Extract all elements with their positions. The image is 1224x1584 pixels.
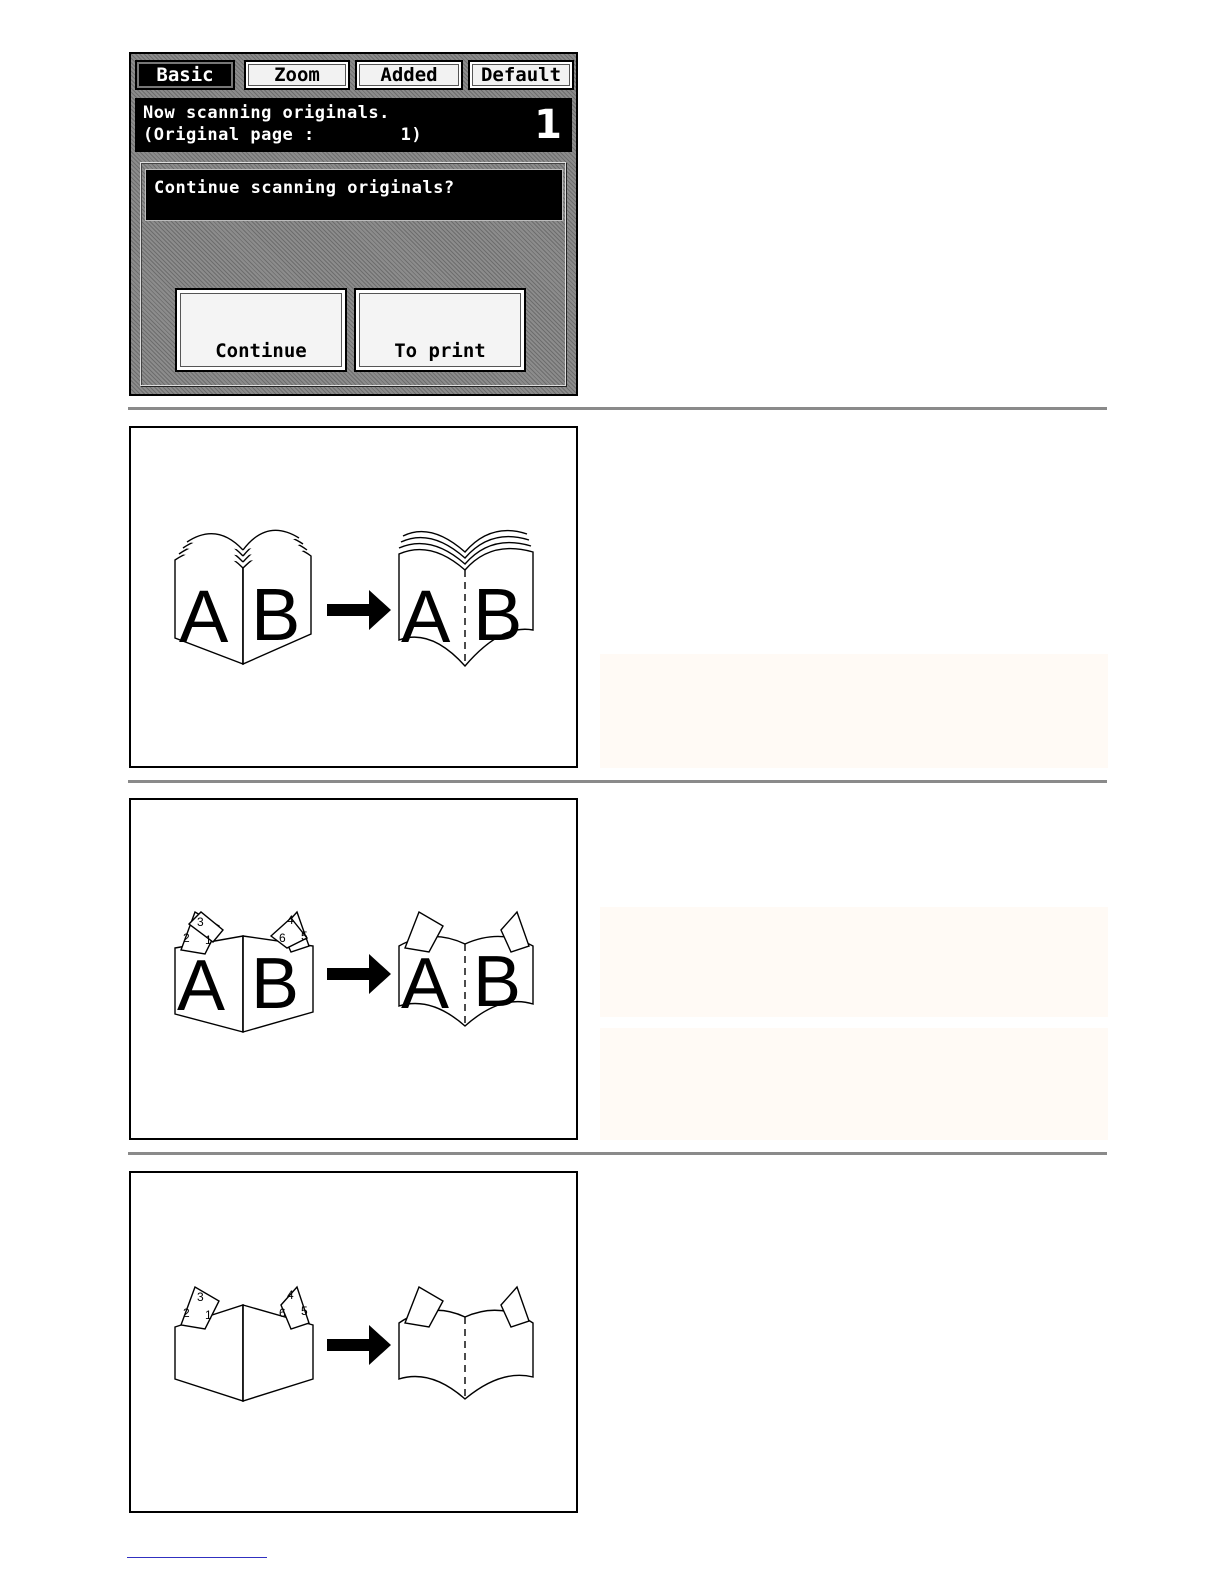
section-divider: [128, 780, 1107, 783]
book-after-letter-b: B: [473, 573, 523, 656]
page-number-3: 3: [197, 1290, 204, 1304]
to-print-button[interactable]: To print: [354, 288, 526, 372]
arrow-icon: [327, 954, 391, 994]
page-number-4: 4: [287, 1288, 294, 1302]
tab-basic[interactable]: Basic: [135, 60, 235, 90]
section-divider: [128, 407, 1107, 410]
book-after-letter-a: A: [401, 575, 451, 658]
booklet-letter-a: A: [177, 946, 226, 1026]
figure-booklet-erase: [129, 798, 578, 1140]
arrow-icon: [327, 1325, 391, 1365]
note-box: [600, 907, 1108, 1017]
page-number-2: 2: [183, 1306, 190, 1320]
tab-default[interactable]: Default: [468, 60, 574, 90]
tab-added[interactable]: Added: [355, 60, 463, 90]
booklet-after-letter-a: A: [401, 944, 450, 1024]
page-number-2: 2: [183, 931, 190, 945]
page-number-1: 1: [205, 933, 212, 947]
tab-zoom[interactable]: Zoom: [244, 60, 350, 90]
touch-panel-screen: [129, 52, 578, 396]
page-number-6: 6: [279, 1306, 286, 1320]
note-box: [600, 654, 1108, 768]
arrow-icon: [327, 590, 391, 630]
status-line-original-page: (Original page : 1): [143, 125, 423, 145]
figure-book-erase: [129, 426, 578, 768]
section-divider: [128, 1152, 1107, 1155]
page-number-3: 3: [197, 915, 204, 929]
copy-count: 1: [534, 102, 562, 148]
continue-button[interactable]: Continue: [175, 288, 347, 372]
page-number-4: 4: [287, 913, 294, 927]
continue-scan-dialog: [140, 162, 566, 386]
page-number-1: 1: [205, 1308, 212, 1322]
figure-blank-booklet-erase: [129, 1171, 578, 1513]
blank-booklet-after-illustration: [399, 1287, 533, 1399]
booklet-letter-b: B: [251, 944, 300, 1024]
status-message-area: [135, 98, 572, 152]
status-line-scanning: Now scanning originals.: [143, 103, 390, 123]
dialog-prompt: Continue scanning originals?: [145, 169, 563, 221]
note-box: [600, 1028, 1108, 1140]
book-letter-a: A: [179, 575, 229, 658]
blank-booklet-before-illustration: [175, 1287, 313, 1401]
booklet-after-letter-b: B: [473, 942, 522, 1022]
page-number-5: 5: [301, 929, 308, 943]
book-letter-b: B: [251, 573, 301, 656]
footer-link-underline: [127, 1557, 267, 1558]
page-number-5: 5: [301, 1304, 308, 1318]
page-number-6: 6: [279, 931, 286, 945]
